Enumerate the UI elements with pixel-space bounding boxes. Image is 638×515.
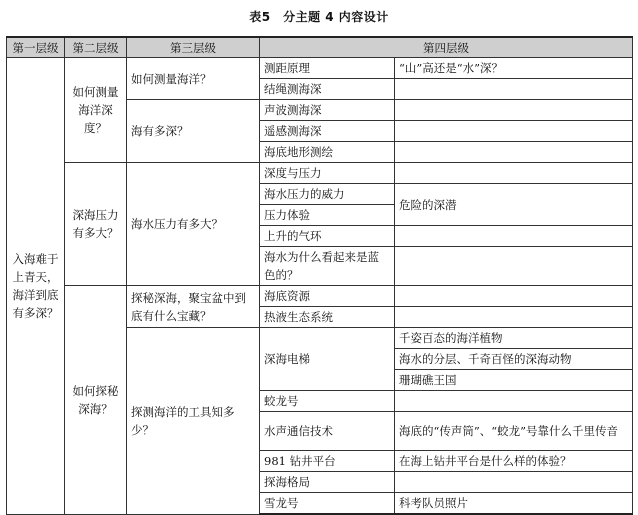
level4-detail-empty — [395, 307, 633, 328]
level4-detail: 科考队员照片 — [395, 493, 633, 515]
level4-topic: 981 钻井平台 — [260, 451, 395, 472]
level3-cell: 如何测量海洋？ — [127, 58, 260, 100]
level4-detail: 珊瑚礁王国 — [395, 370, 633, 391]
level4-topic: 深度与压力 — [260, 163, 395, 184]
level1-cell: 入海难于上青天，海洋到底有多深？ — [7, 58, 65, 515]
level4-topic: 海水压力的威力 — [260, 184, 395, 205]
level4-detail: 千姿百态的海洋植物 — [395, 328, 633, 349]
level4-detail-empty — [395, 79, 633, 100]
header-level4: 第四层级 — [260, 37, 633, 58]
level4-detail: 在海上钻井平台是什么样的体验？ — [395, 451, 633, 472]
level4-detail-empty — [395, 391, 633, 412]
table-row — [7, 58, 633, 79]
header-level1: 第一层级 — [7, 37, 65, 58]
table-row — [7, 163, 633, 184]
level4-detail-empty — [395, 286, 633, 307]
content-design-table — [6, 36, 633, 515]
level4-topic: 深海电梯 — [260, 328, 395, 391]
level4-topic: 遥感测海深 — [260, 121, 395, 142]
header-level3: 第三层级 — [127, 37, 260, 58]
level4-detail: 海底的“传声筒”、“蛟龙”号靠什么千里传音 — [395, 412, 633, 451]
level4-topic: 海水为什么看起来是蓝色的？ — [260, 247, 395, 286]
level2-cell: 如何探秘深海？ — [65, 286, 127, 515]
level4-detail-empty — [395, 100, 633, 121]
header-row — [7, 37, 633, 58]
table-caption: 表5 分主题 4 内容设计 — [249, 10, 389, 24]
level4-topic: 海底地形测绘 — [260, 142, 395, 163]
level3-cell: 探测海洋的工具知多少？ — [127, 328, 260, 515]
level4-topic: 上升的气环 — [260, 226, 395, 247]
level4-detail: 海水的分层、千奇百怪的深海动物 — [395, 349, 633, 370]
level4-detail: “山”高还是“水”深？ — [395, 58, 633, 79]
table-row — [7, 286, 633, 307]
level2-cell: 如何测量海洋深度？ — [65, 58, 127, 163]
level4-topic: 结绳测海深 — [260, 79, 395, 100]
level3-cell: 海水压力有多大？ — [127, 163, 260, 286]
level4-topic: 热液生态系统 — [260, 307, 395, 328]
level4-topic: 探海格局 — [260, 472, 395, 493]
level4-topic: 蛟龙号 — [260, 391, 395, 412]
level4-detail: 危险的深潜 — [395, 184, 633, 226]
level4-detail-empty — [395, 472, 633, 493]
level4-topic: 海底资源 — [260, 286, 395, 307]
level4-topic: 测距原理 — [260, 58, 395, 79]
level4-topic: 压力体验 — [260, 205, 395, 226]
level4-topic: 雪龙号 — [260, 493, 395, 515]
level4-detail-empty — [395, 142, 633, 163]
level4-detail-empty — [395, 163, 633, 184]
header-level2: 第二层级 — [65, 37, 127, 58]
level3-cell: 探秘深海，聚宝盆中到底有什么宝藏？ — [127, 286, 260, 328]
level4-topic: 水声通信技术 — [260, 412, 395, 451]
level4-topic: 声波测海深 — [260, 100, 395, 121]
level4-detail-empty — [395, 226, 633, 247]
level3-cell: 海有多深？ — [127, 100, 260, 163]
level4-detail-empty — [395, 121, 633, 142]
level4-detail-empty — [395, 247, 633, 286]
level2-cell: 深海压力有多大？ — [65, 163, 127, 286]
